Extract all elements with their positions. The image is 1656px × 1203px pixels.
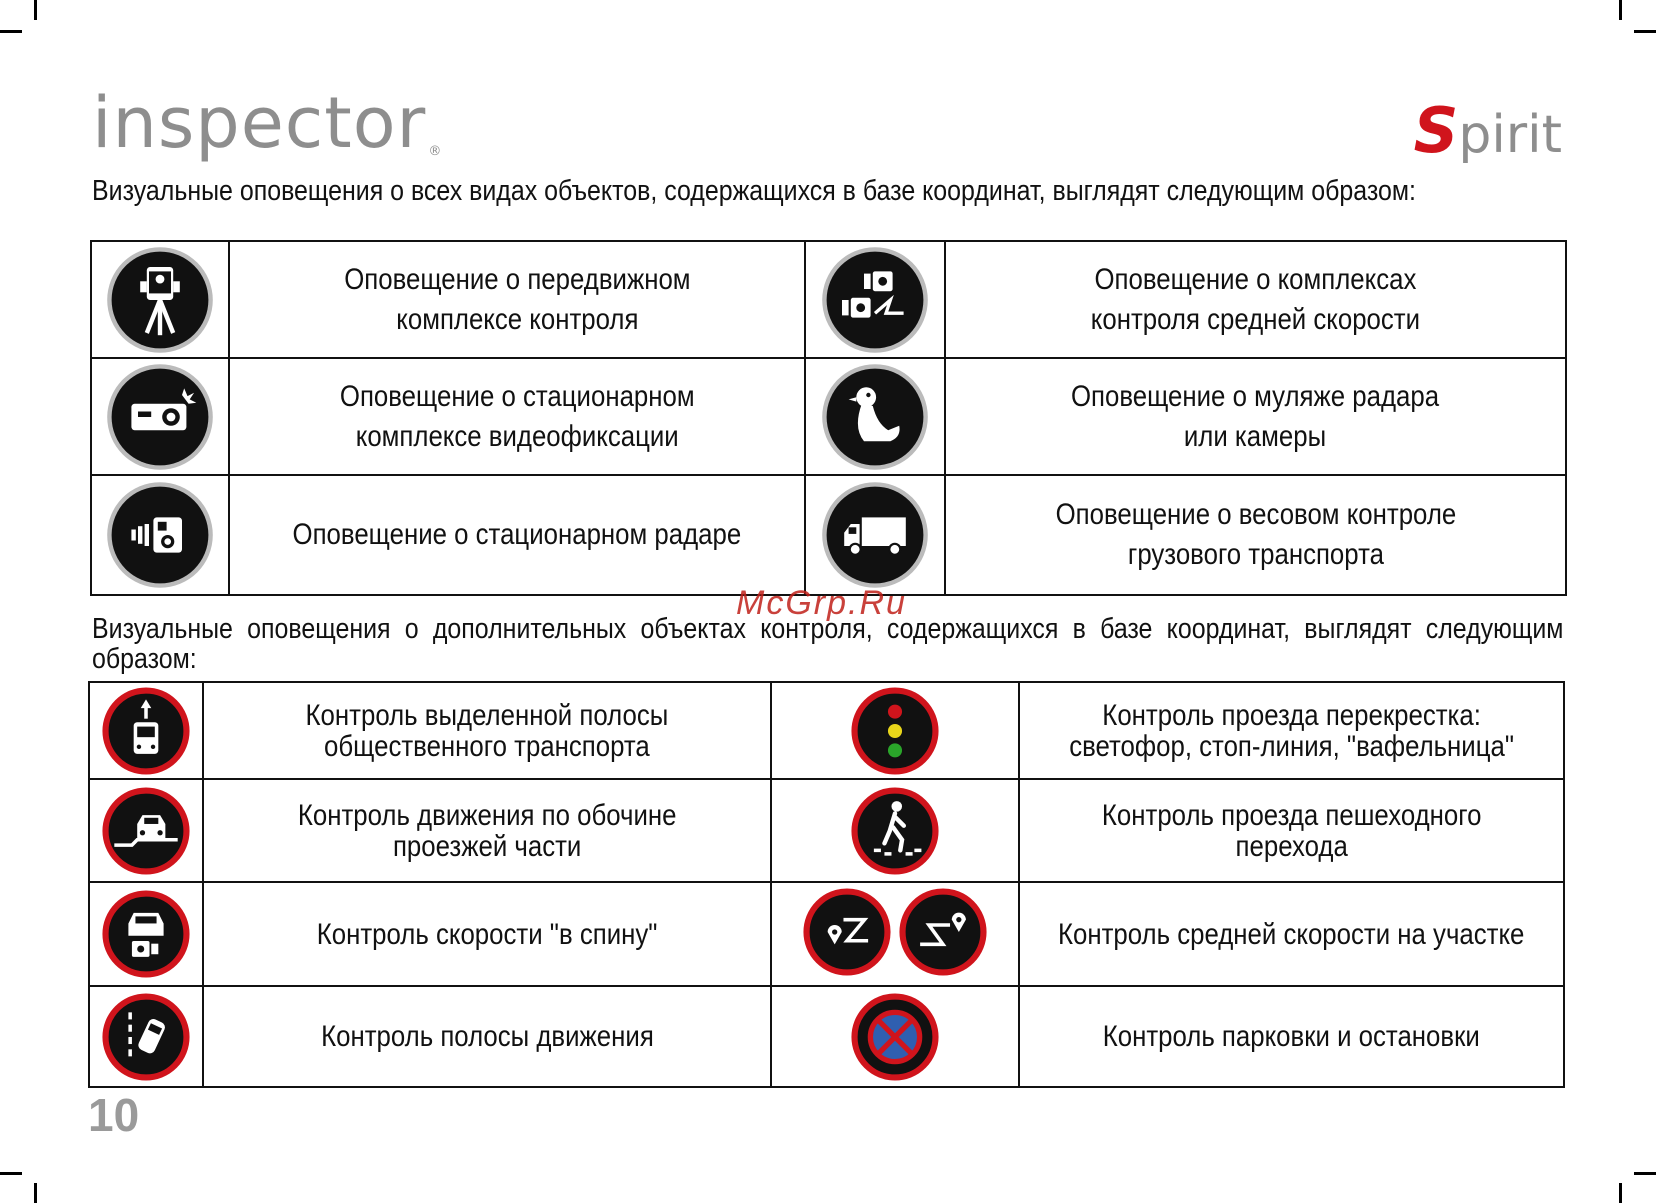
- table-row: [89, 779, 1564, 882]
- control-description: Контроль выделенной полосы общественного транспорта: [203, 682, 771, 779]
- intro-paragraph-1: Визуальные оповещения о всех видах объектов, содержащихся в базе координат, выглядят следующим образом:: [92, 175, 1416, 207]
- control-description: Контроль скорости "в спину": [203, 882, 771, 986]
- rear-speed-camera-icon: [89, 882, 203, 986]
- control-description: Контроль средней скорости на участке: [1019, 882, 1564, 986]
- crop-mark: [1634, 30, 1656, 33]
- page-number: 10: [88, 1089, 140, 1141]
- bus-lane-icon: [89, 682, 203, 779]
- control-description: Контроль проезда пешеходного перехода: [1019, 779, 1564, 882]
- alert-description: Оповещение о стационарном комплексе видеофиксации: [229, 358, 805, 475]
- dummy-radar-duck-icon: [805, 358, 945, 475]
- alert-description: Оповещение о муляже радара или камеры: [945, 358, 1566, 475]
- section-start-icon: [803, 888, 891, 976]
- table-row: [89, 986, 1564, 1087]
- spirit-logo: Spirit: [1413, 94, 1562, 167]
- table-row: [91, 475, 1566, 595]
- alert-description: Оповещение о комплексах контроля средней скорости: [945, 241, 1566, 358]
- control-description: Контроль парковки и остановки: [1019, 986, 1564, 1087]
- pedestrian-crossing-icon: [771, 779, 1019, 882]
- truck-weight-control-icon: [805, 475, 945, 595]
- table-row: [91, 358, 1566, 475]
- crop-mark: [1634, 1172, 1656, 1175]
- crop-mark: [0, 30, 22, 33]
- shoulder-driving-icon: [89, 779, 203, 882]
- no-parking-icon: [771, 986, 1019, 1087]
- table-row: [89, 682, 1564, 779]
- control-description: Контроль полосы движения: [203, 986, 771, 1087]
- table-row: [91, 241, 1566, 358]
- stationary-radar-icon: [91, 475, 229, 595]
- alert-description: Оповещение о весовом контроле грузового транспорта: [945, 475, 1566, 595]
- watermark: McGrp.Ru: [736, 584, 907, 622]
- alerts-table: [90, 240, 1567, 596]
- crop-mark: [34, 1183, 37, 1203]
- crop-mark: [34, 0, 37, 20]
- control-description: Контроль движения по обочине проезжей части: [203, 779, 771, 882]
- section-end-icon: [899, 888, 987, 976]
- crop-mark: [1619, 1183, 1622, 1203]
- alert-description: Оповещение о стационарном радаре: [229, 475, 805, 595]
- traffic-light-icon: [771, 682, 1019, 779]
- average-speed-section-icons: [771, 882, 1019, 986]
- lane-control-icon: [89, 986, 203, 1087]
- intro-paragraph-2: Визуальные оповещения о дополнительных объектах контроля, содержащихся в базе координат, выглядят следующим образом:: [92, 613, 1564, 675]
- crop-mark: [0, 1172, 22, 1175]
- stationary-video-camera-icon: [91, 358, 229, 475]
- controls-table: [88, 681, 1565, 1088]
- alert-description: Оповещение о передвижном комплексе контроля: [229, 241, 805, 358]
- average-speed-complex-icon: [805, 241, 945, 358]
- control-description: Контроль проезда перекрестка: светофор, стоп-линия, "вафельница": [1019, 682, 1564, 779]
- crop-mark: [1619, 0, 1622, 20]
- mobile-camera-icon: [91, 241, 229, 358]
- inspector-logo: inspector ®: [92, 82, 443, 164]
- table-row: [89, 882, 1564, 986]
